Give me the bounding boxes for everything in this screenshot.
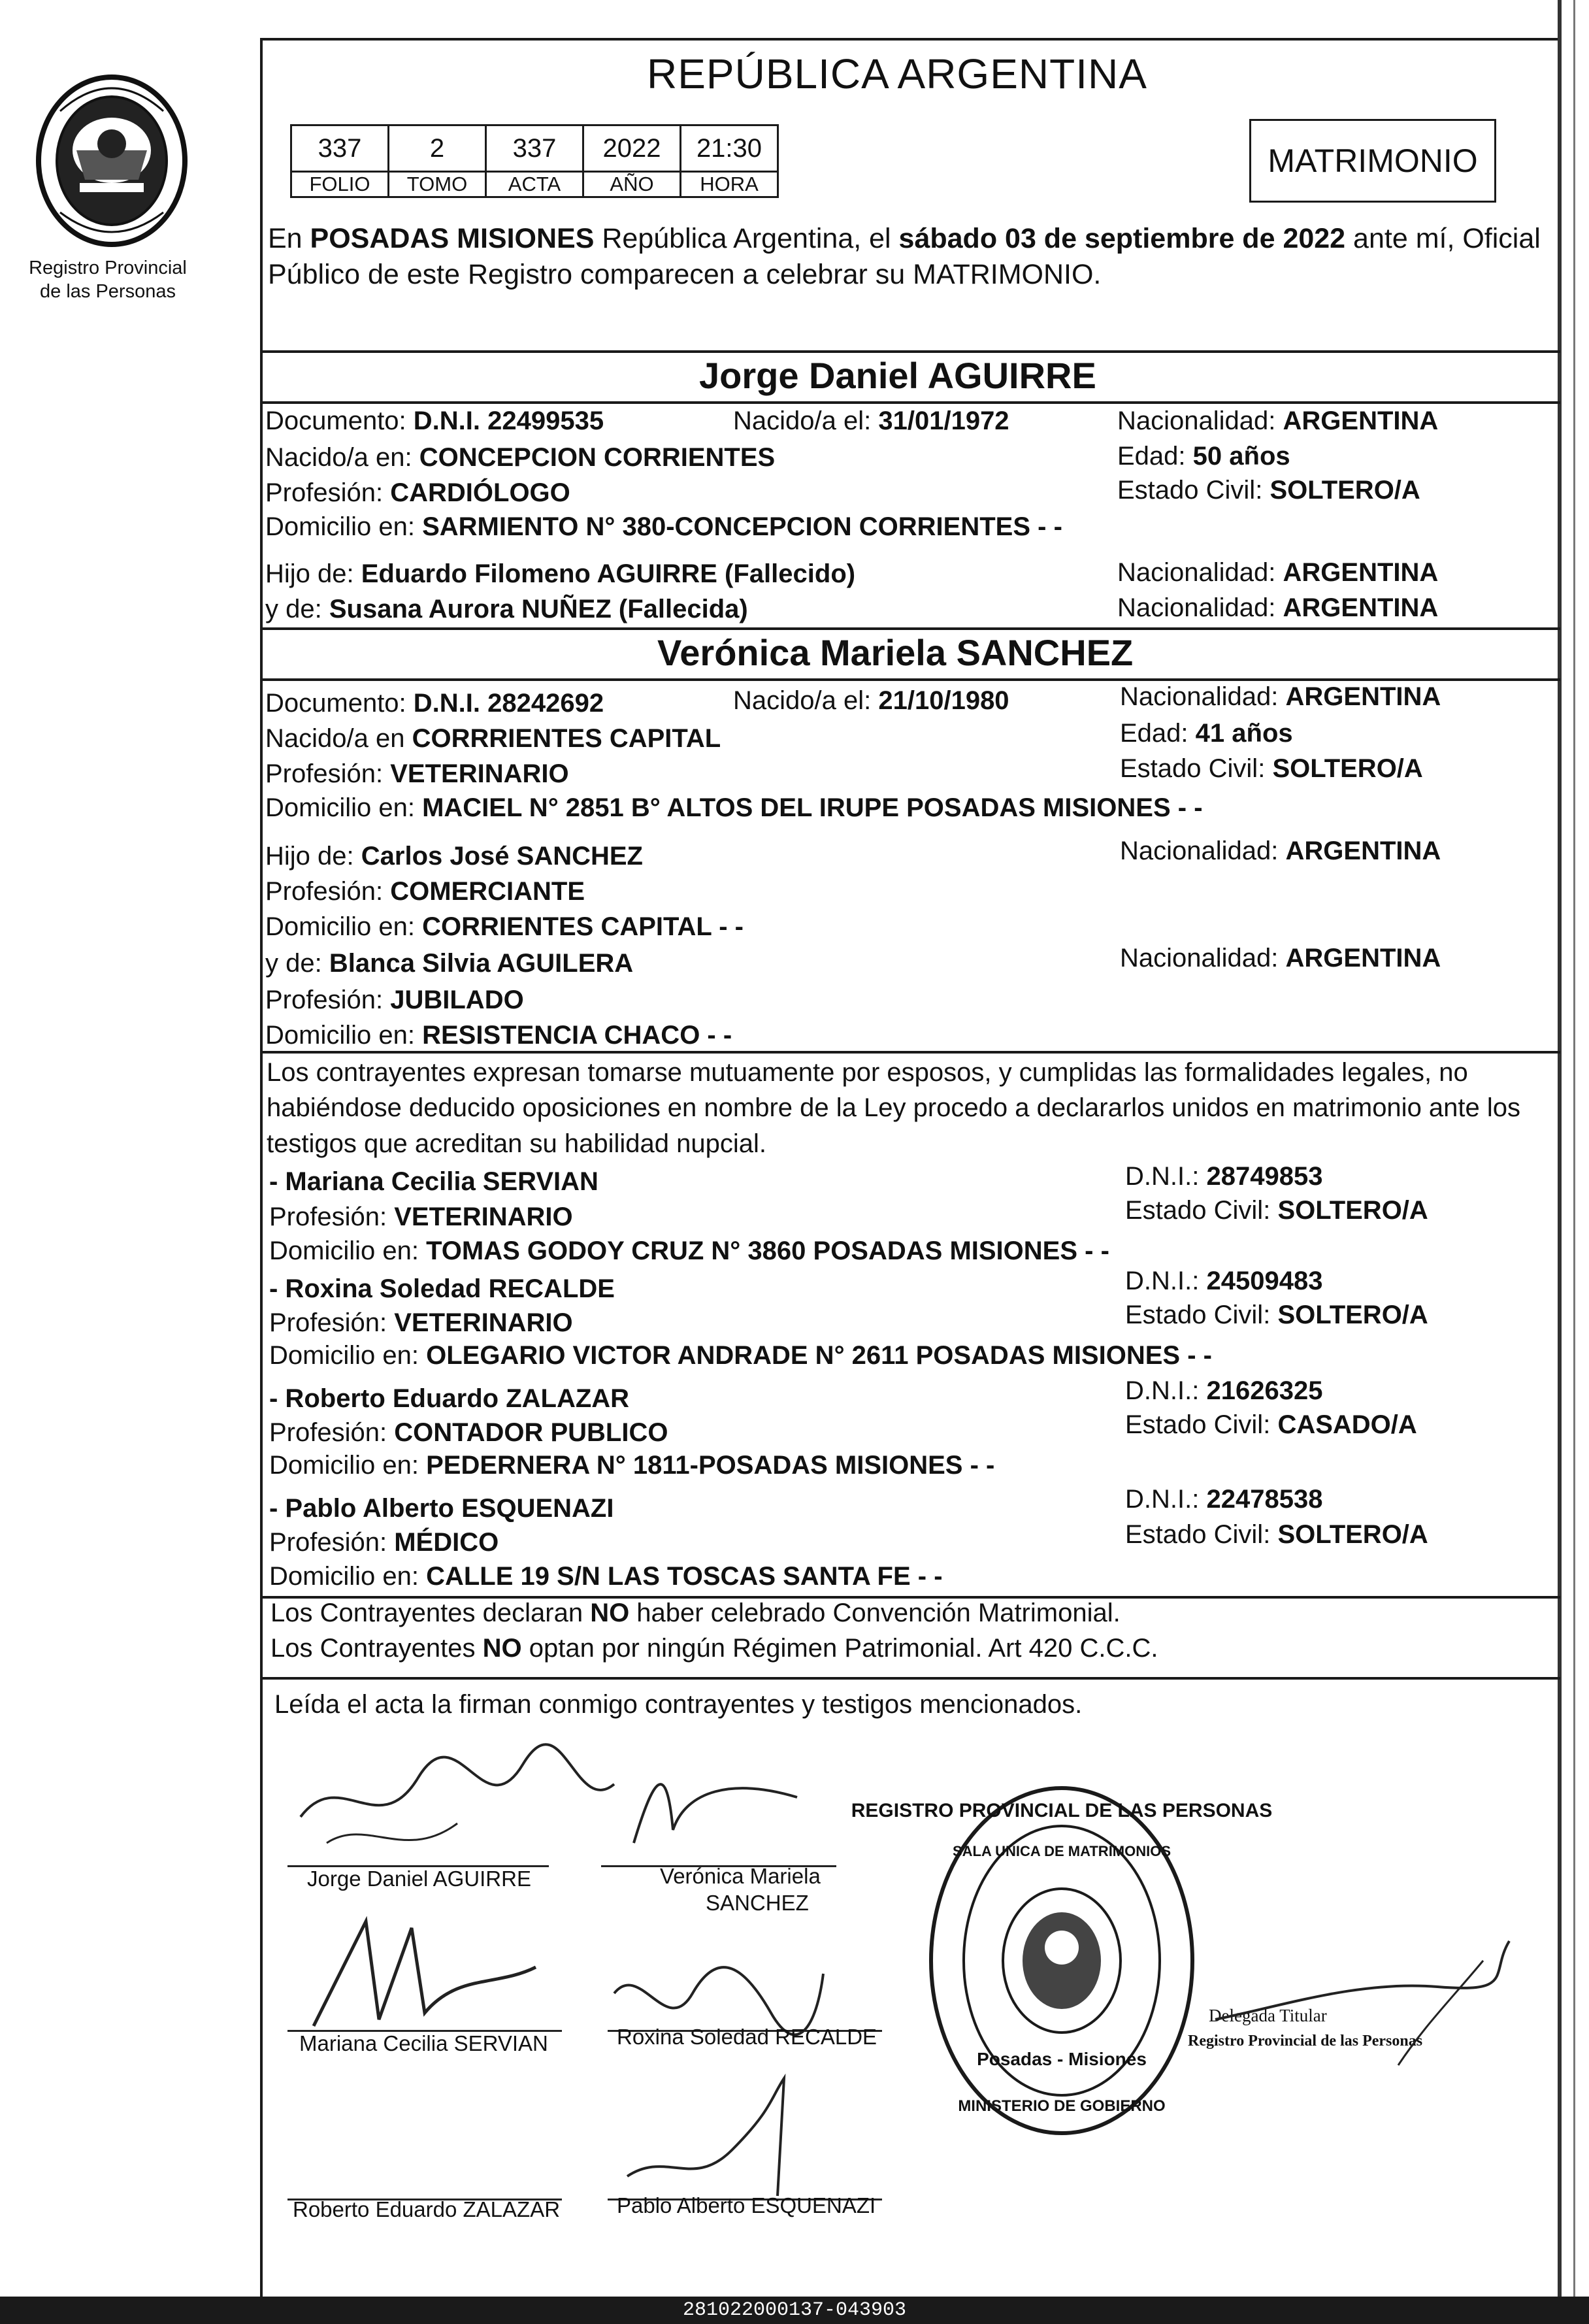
scan-edge-right [1558,0,1562,2307]
signature-scribble [287,1908,627,2039]
convention-line-1: Los Contrayentes declaran NO haber celebrado Convención Matrimonial. [270,1599,1121,1627]
bride-madre-domicilio: Domicilio en: RESISTENCIA CHACO - - [265,1021,732,1050]
declaration-paragraph: Los contrayentes expresan tomarse mutuamente por esposos, y cumplidas las formalidades legales, no habiéndose deducido oposiciones en nombre de la Ley procedo a declararlos unidos en matrimonio ante los testigos que acreditan su habilidad nupcial. [267,1058,1521,1158]
bride-padre-domicilio: Domicilio en: CORRIENTES CAPITAL - - [265,912,744,941]
witness-4-estado-civil: Estado Civil: SOLTERO/A [1125,1520,1428,1549]
signature-scribble [627,1751,823,1856]
bride-madre: y de: Blanca Silvia AGUILERA [265,949,634,978]
bride-domicilio: Domicilio en: MACIEL N° 2851 B° ALTOS DEL IRUPE POSADAS MISIONES - - [265,793,1203,822]
bride-nacionalidad: Nacionalidad: ARGENTINA [1120,682,1441,711]
witness-3-estado-civil: Estado Civil: CASADO/A [1125,1410,1417,1439]
groom-name: Jorge Daniel AGUIRRE [699,355,1096,396]
signature-scribble [614,2072,862,2202]
groom-edad: Edad: 50 años [1117,442,1290,471]
folio-label: FOLIO [291,172,389,197]
document-code: 281022000137-043903 [0,2297,1589,2324]
divider [260,678,1560,681]
witness-4-dni: D.N.I.: 22478538 [1125,1485,1323,1514]
witness-2-dni: D.N.I.: 24509483 [1125,1267,1323,1295]
witness-4-name: - Pablo Alberto ESQUENAZI [269,1494,614,1523]
hora-value: 21:30 [681,125,778,172]
bride-nacido-el: Nacido/a el: 21/10/1980 [733,686,1009,715]
witness-3-profesion: Profesión: CONTADOR PUBLICO [269,1418,668,1447]
convention-line-2: Los Contrayentes NO optan por ningún Régimen Patrimonial. Art 420 C.C.C. [270,1634,1158,1663]
folio-value: 337 [291,125,389,172]
svg-text:SALA UNICA DE MATRIMONIOS: SALA UNICA DE MATRIMONIOS [952,1843,1171,1859]
divider [260,1677,1560,1680]
witness-1-dni: D.N.I.: 28749853 [1125,1162,1323,1191]
anio-label: AÑO [583,172,681,197]
hora-label: HORA [681,172,778,197]
divider [260,1051,1560,1054]
bride-padre: Hijo de: Carlos José SANCHEZ [265,842,643,871]
bride-edad: Edad: 41 años [1120,719,1293,748]
witness-2-name: - Roxina Soledad RECALDE [269,1274,615,1303]
witness-1-name: - Mariana Cecilia SERVIAN [269,1167,598,1196]
sig-witness-3: Roberto Eduardo ZALAZAR [293,2197,561,2221]
groom-padre: Hijo de: Eduardo Filomeno AGUIRRE (Fallecido) [265,559,856,588]
bride-documento: Documento: D.N.I. 28242692 [265,689,604,718]
witness-3-name: - Roberto Eduardo ZALAZAR [269,1384,630,1413]
tomo-value: 2 [389,125,486,172]
witness-4-domicilio: Domicilio en: CALLE 19 S/N LAS TOSCAS SANTA FE - - [269,1562,943,1591]
groom-documento: Documento: D.N.I. 22499535 [265,407,604,435]
groom-nacido-el: Nacido/a el: 31/01/1972 [733,407,1009,435]
bride-padre-profesion: Profesión: COMERCIANTE [265,877,585,906]
svg-text:REGISTRO PROVINCIAL DE LAS PER: REGISTRO PROVINCIAL DE LAS PERSONAS [851,1800,1273,1821]
country-title: REPÚBLICA ARGENTINA [647,50,1147,97]
officer-stamp-title: Delegada Titular [1209,2006,1327,2025]
bride-padre-nacionalidad: Nacionalidad: ARGENTINA [1120,837,1441,865]
anio-value: 2022 [583,125,681,172]
tomo-label: TOMO [389,172,486,197]
registry-seal-logo [34,72,189,250]
witness-2-estado-civil: Estado Civil: SOLTERO/A [1125,1301,1428,1329]
sig-witness-2: Roxina Soledad RECALDE [617,2025,877,2049]
groom-nacido-en: Nacido/a en: CONCEPCION CORRIENTES [265,443,776,472]
groom-estado-civil: Estado Civil: SOLTERO/A [1117,476,1420,505]
groom-madre: y de: Susana Aurora NUÑEZ (Fallecida) [265,595,748,623]
svg-text:MINISTERIO DE GOBIERNO: MINISTERIO DE GOBIERNO [958,2097,1166,2115]
bride-profesion: Profesión: VETERINARIO [265,759,569,788]
witness-4-profesion: Profesión: MÉDICO [269,1528,499,1557]
divider [260,401,1560,404]
groom-nacionalidad: Nacionalidad: ARGENTINA [1117,407,1439,435]
witness-2-domicilio: Domicilio en: OLEGARIO VICTOR ANDRADE N° 2611 POSADAS MISIONES - - [269,1341,1212,1370]
sig-witness-1: Mariana Cecilia SERVIAN [299,2031,548,2055]
signature-scribble [287,1738,627,1869]
sig-witness-4: Pablo Alberto ESQUENAZI [617,2193,876,2217]
witness-1-profesion: Profesión: VETERINARIO [269,1203,573,1231]
witness-3-domicilio: Domicilio en: PEDERNERA N° 1811-POSADAS MISIONES - - [269,1451,995,1480]
groom-padre-nacionalidad: Nacionalidad: ARGENTINA [1117,558,1439,587]
groom-profesion: Profesión: CARDIÓLOGO [265,478,570,507]
scan-edge-right-2 [1573,0,1575,2307]
intro-paragraph: En POSADAS MISIONES República Argentina, el sábado 03 de septiembre de 2022 ante mí, Oficial Público de este Registro comparecen a celebrar su MATRIMONIO. [268,223,1541,291]
witness-2-profesion: Profesión: VETERINARIO [269,1308,573,1337]
acta-value: 337 [486,125,583,172]
divider [260,350,1560,353]
bride-name: Verónica Mariela SANCHEZ [657,632,1134,673]
witness-3-dni: D.N.I.: 21626325 [1125,1376,1323,1405]
record-table [290,124,779,198]
divider [260,627,1560,630]
sig-bride: Verónica Mariela SANCHEZ [660,1864,821,1916]
groom-madre-nacionalidad: Nacionalidad: ARGENTINA [1117,593,1439,622]
groom-domicilio: Domicilio en: SARMIENTO N° 380-CONCEPCION CORRIENTES - - [265,512,1062,541]
signatures-intro: Leída el acta la firman conmigo contrayentes y testigos mencionados. [274,1690,1083,1719]
svg-text:Posadas - Misiones: Posadas - Misiones [977,2049,1147,2069]
bride-estado-civil: Estado Civil: SOLTERO/A [1120,754,1423,783]
witness-1-domicilio: Domicilio en: TOMAS GODOY CRUZ N° 3860 POSADAS MISIONES - - [269,1237,1109,1265]
acta-label: ACTA [486,172,583,197]
sig-groom: Jorge Daniel AGUIRRE [307,1867,531,1891]
officer-signature-scribble [1202,1934,1516,2078]
registry-label: Registro Provincial de las Personas [29,257,187,303]
officer-stamp-office: Registro Provincial de las Personas [1188,2033,1423,2050]
bride-madre-nacionalidad: Nacionalidad: ARGENTINA [1120,944,1441,972]
bride-nacido-en: Nacido/a en CORRRIENTES CAPITAL [265,724,721,753]
bride-madre-profesion: Profesión: JUBILADO [265,986,524,1014]
witness-1-estado-civil: Estado Civil: SOLTERO/A [1125,1196,1428,1225]
act-type-box: MATRIMONIO [1249,119,1496,203]
